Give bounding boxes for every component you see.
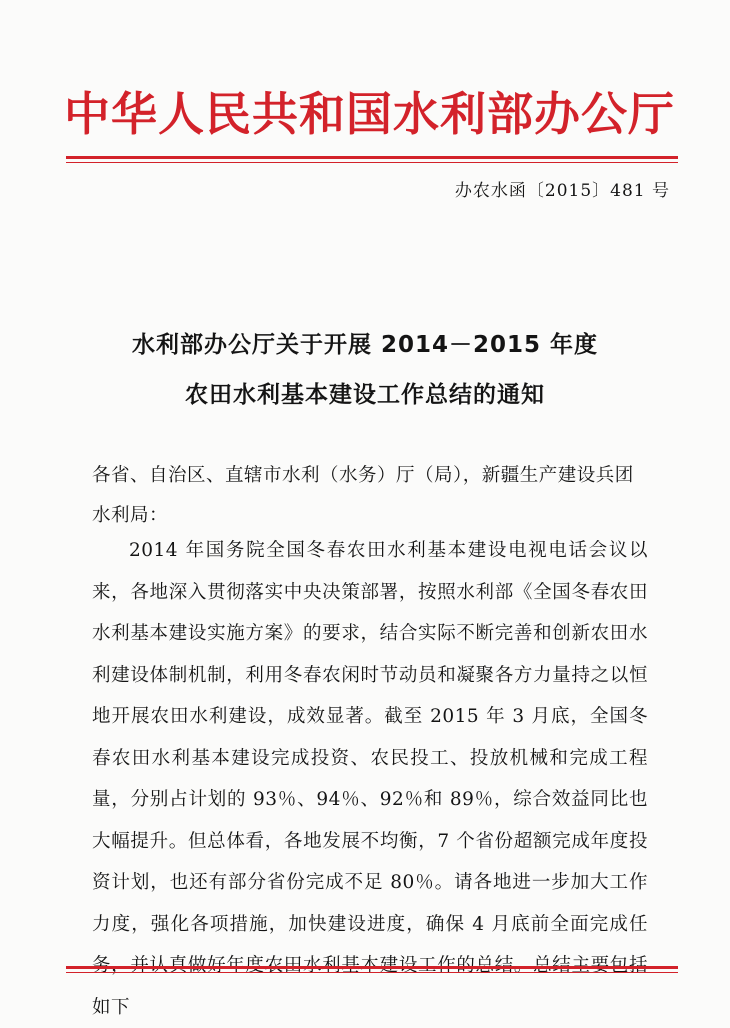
document-title-line-1: 水利部办公厅关于开展 2014－2015 年度 [131,332,599,358]
body-paragraph: 2014 年国务院全国冬春农田水利基本建设电视电话会议以来，各地深入贯彻落实中央决策部署，按照水利部《全国冬春农田水利基本建设实施方案》的要求，结合实际不断完善和创新农田水利建设体制机制，利用冬春农闲时节动员和凝聚各方力量持之以恒地开展农田水利建设，成效显著。截至 2015 年 3 月底，全国冬春农田水利基本建设完成投资、农民投工、投放机械和完成工程量，分别占计划的 93％、94％、92％和 89％，综合效益同比也大幅提升。但总体看，各地发展不均衡，7 个省份超额完成年度投资计划，也还有部分省份完成不足 80％。请各地进一步加大工作力度，强化各项措施，加快建设进度，确保 4 月底前全面完成任 如下 [92,540,648,1018]
document-title-line-2: 农田水利基本建设工作总结的通知 [185,382,545,408]
letterhead-rule-thin [66,162,678,163]
document-number: 办农水函〔2015〕481 号 [454,181,670,201]
footer-rule-thin [66,972,678,973]
footer-rule-thick [66,966,678,969]
salutation: 各省、自治区、直辖市水利（水务）厅（局），新疆生产建设兵团水利局： [92,465,634,526]
letterhead-title: 中华人民共和国水利部办公厅 [64,87,675,141]
letterhead-rule-thick [66,156,678,159]
